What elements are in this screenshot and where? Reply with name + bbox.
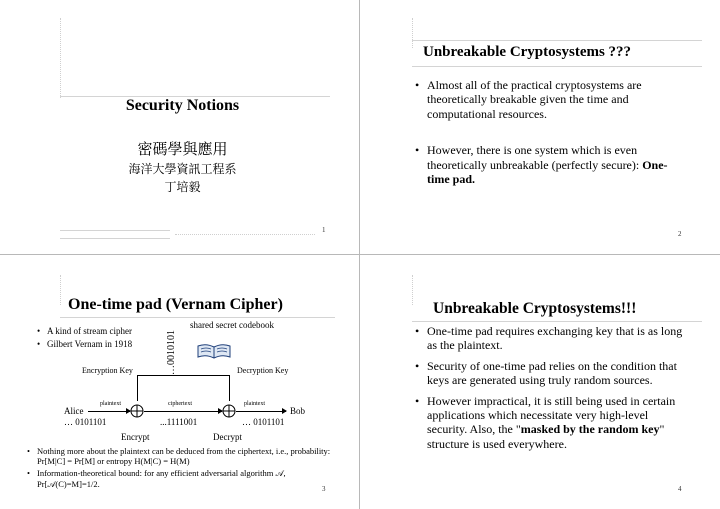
bullet-list <box>415 324 685 461</box>
course-name: 密碼學與應用 <box>137 140 228 158</box>
decorative-dots <box>412 275 415 305</box>
codebook-label: shared secret codebook <box>190 320 274 330</box>
encrypt-label: Encrypt <box>121 432 150 442</box>
decorative-dots <box>60 275 63 305</box>
title-rule <box>412 321 702 322</box>
slide-title: Unbreakable Cryptosystems ??? <box>423 44 632 60</box>
slide-1 <box>0 0 360 254</box>
bullet-item: • A kind of stream cipher <box>37 326 167 337</box>
flow-arrow <box>236 411 286 412</box>
author-name: 丁培毅 <box>164 180 201 194</box>
page-number: 1 <box>322 226 326 234</box>
bits-left: … 0101101 <box>64 417 107 427</box>
slide-2 <box>360 0 720 254</box>
slide-3: One-time pad (Vernam Cipher) • A kind of stream cipher • Gilbert Vernam in 1918 …0010101 shared secret codebook Encryption Key Decryption Key plaintext ciphertext plaintext Alice Bob … 0101101 ...1111001 … 0101101 Encrypt Decrypt • Nothing more about the plaintext can be deduced from the ciphertext, i.e., probability: Pr[M|C] = Pr[M] or entropy H(M|C) = H(M) • Information-theoretical bound: for any efficient adversarial algorithm 𝒜, Pr[𝒜(C)=M]=1/2. 3 <box>0 255 360 509</box>
slide-4 <box>360 255 720 509</box>
decrypt-label: Decrypt <box>213 432 242 442</box>
bullet-list <box>37 326 167 352</box>
note-item: • Information-theoretical bound: for any efficient adversarial algorithm 𝒜, Pr[𝒜(C)=M]=1/2. <box>27 468 332 488</box>
decryption-key-label: Decryption Key <box>237 366 289 375</box>
slide-title: One-time pad (Vernam Cipher) <box>68 296 283 313</box>
footer-dots <box>175 234 315 236</box>
decorative-dots <box>412 18 415 48</box>
flow-arrow <box>144 411 222 412</box>
key-line-left <box>137 375 138 401</box>
bullet-item: • However, there is one system which is even theoretically unbreakable (perfectly secure): One-time pad. <box>415 143 670 186</box>
department-name: 海洋大學資訊工程系 <box>128 162 237 176</box>
page-number: 4 <box>678 485 682 493</box>
footer-rule <box>60 230 170 231</box>
bullet-item: • Security of one-time pad relies on the condition that keys are generated using truly random sources. <box>415 359 685 388</box>
page-number: 2 <box>678 230 682 238</box>
title-rule <box>60 317 335 318</box>
flow-arrow <box>88 411 130 412</box>
codebook-icon <box>196 343 232 359</box>
alice-label: Alice <box>64 406 84 416</box>
bullet-item: • One-time pad requires exchanging key that is as long as the plaintext. <box>415 324 685 353</box>
ciphertext-label: ciphertext <box>168 401 192 407</box>
footer-rule <box>60 238 170 239</box>
key-line-right <box>229 375 230 401</box>
plaintext-label: plaintext <box>100 401 121 407</box>
key-line-top <box>137 375 229 376</box>
bullet-item: • However impractical, it is still being used in certain applications which necessitate very high-level security. Also, the "masked by the random key" structure is used everywhere. <box>415 394 685 452</box>
encryption-key-label: Encryption Key <box>82 366 133 375</box>
page-number: 3 <box>322 485 326 493</box>
notes-list <box>27 446 332 491</box>
title-rule <box>412 66 702 67</box>
bob-label: Bob <box>290 406 306 416</box>
decorative-dots <box>60 18 63 98</box>
bullet-list <box>415 78 670 196</box>
note-item: • Nothing more about the plaintext can be deduced from the ciphertext, i.e., probability: Pr[M|C] = Pr[M] or entropy H(M|C) = H(M) <box>27 446 332 466</box>
xor-decrypt-icon <box>222 404 236 418</box>
bullet-item: • Almost all of the practical cryptosystems are theoretically breakable given the time and computational resources. <box>415 78 670 121</box>
slide-title: Unbreakable Cryptosystems!!! <box>433 300 637 317</box>
slide-title: Security Notions <box>125 97 240 114</box>
bullet-item: • Gilbert Vernam in 1918 <box>37 339 167 350</box>
bits-right: … 0101101 <box>242 417 285 427</box>
plaintext-label: plaintext <box>244 401 265 407</box>
xor-encrypt-icon <box>130 404 144 418</box>
title-rule <box>412 40 702 41</box>
bits-middle: ...1111001 <box>160 417 198 427</box>
